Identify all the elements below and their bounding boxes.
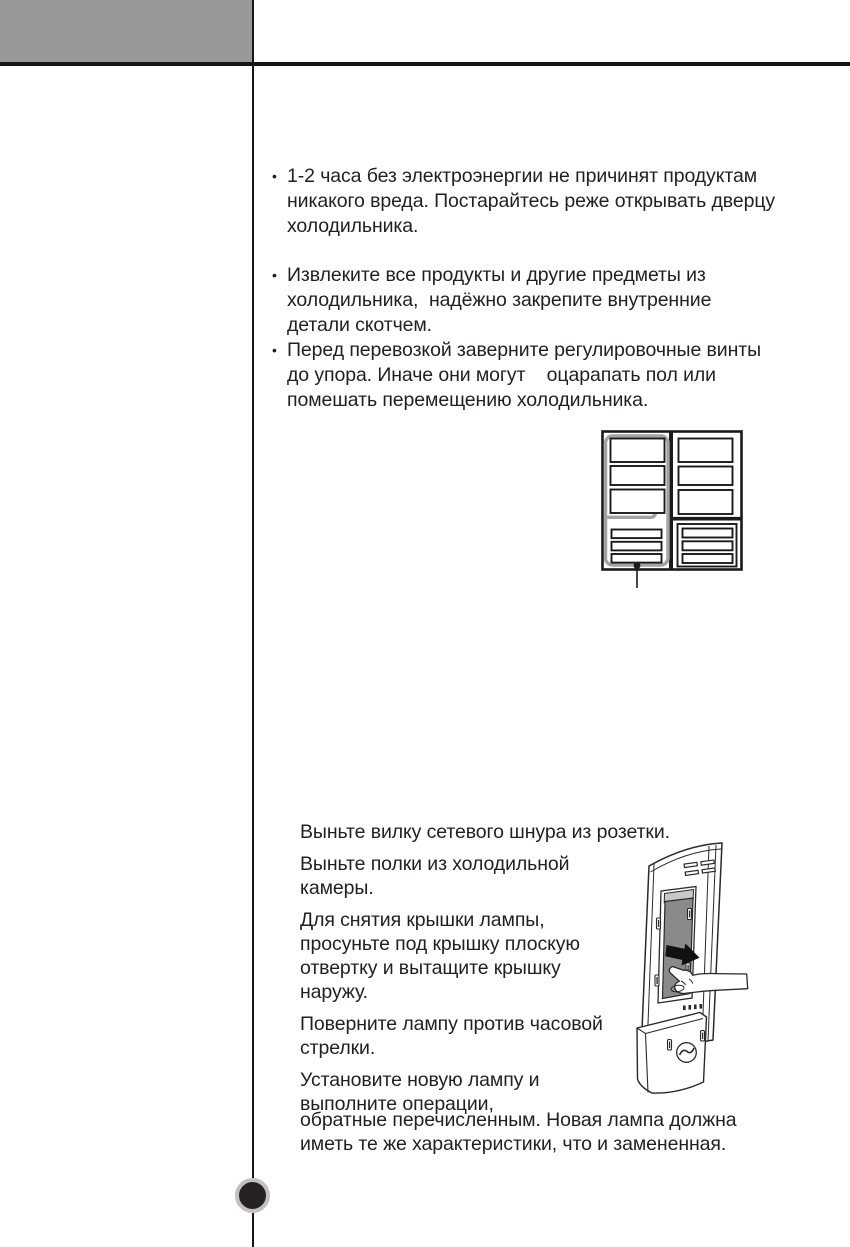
tip-line: холодильника, надёжно закрепите внутренние bbox=[287, 289, 712, 311]
lamp-steps-list bbox=[300, 812, 670, 1124]
right-bottom-shelves bbox=[683, 529, 733, 564]
step-line: Установите новую лампу и bbox=[300, 1069, 540, 1091]
lamp-cover-removal-illustration bbox=[628, 836, 778, 1098]
list-item bbox=[272, 263, 775, 338]
transport-tips-list bbox=[272, 164, 775, 413]
page-number-dot bbox=[235, 1178, 270, 1213]
step-line: просуньте под крышку плоскую bbox=[300, 933, 580, 955]
step-line: камеры. bbox=[300, 877, 374, 899]
step-line: иметь те же характеристики, что и замененная. bbox=[300, 1133, 727, 1155]
tip-line: 1-2 часа без электроэнергии не причинят продуктам bbox=[287, 165, 758, 187]
step-line: Выньте полки из холодильной bbox=[300, 853, 570, 875]
bullet-icon: • bbox=[272, 168, 277, 184]
right-door-shelves bbox=[679, 439, 733, 515]
leveling-knob bbox=[677, 1043, 697, 1063]
step-line: Для снятия крышки лампы, bbox=[300, 909, 545, 931]
step-line: обратные перечисленным. Новая лампа должна bbox=[300, 1109, 737, 1131]
list-item bbox=[272, 164, 775, 239]
step-line: Поверните лампу против часовой bbox=[300, 1013, 603, 1035]
left-door-shelves bbox=[611, 439, 665, 563]
tip-line: Перед перевозкой заверните регулировочные винты bbox=[287, 339, 761, 361]
bullet-icon: • bbox=[272, 342, 277, 358]
header-gray-block bbox=[0, 0, 252, 62]
tip-line: до упора. Иначе они могут оцарапать пол или bbox=[287, 364, 716, 386]
left-margin-vertical-rule bbox=[252, 0, 255, 1247]
step-line: Выньте вилку сетевого шнура из розетки. bbox=[300, 821, 670, 843]
lamp-steps-continuation bbox=[300, 1108, 737, 1156]
step-line: наружу. bbox=[300, 981, 368, 1003]
tip-line: холодильника. bbox=[287, 215, 419, 237]
fridge-gasket-diagram bbox=[596, 425, 766, 595]
step-line: стрелки. bbox=[300, 1037, 376, 1059]
top-horizontal-rule bbox=[0, 62, 850, 66]
tip-line: помешать перемещению холодильника. bbox=[287, 389, 649, 411]
bullet-icon: • bbox=[272, 267, 277, 283]
step-line: отвертку и вытащите крышку bbox=[300, 957, 561, 979]
list-item bbox=[272, 338, 775, 413]
tip-line: детали скотчем. bbox=[287, 314, 432, 336]
step-line: выполните операции, bbox=[300, 1093, 494, 1115]
tip-line: Извлеките все продукты и другие предметы из bbox=[287, 264, 706, 286]
tip-line: никакого вреда. Постарайтесь реже открывать дверцу bbox=[287, 190, 776, 212]
